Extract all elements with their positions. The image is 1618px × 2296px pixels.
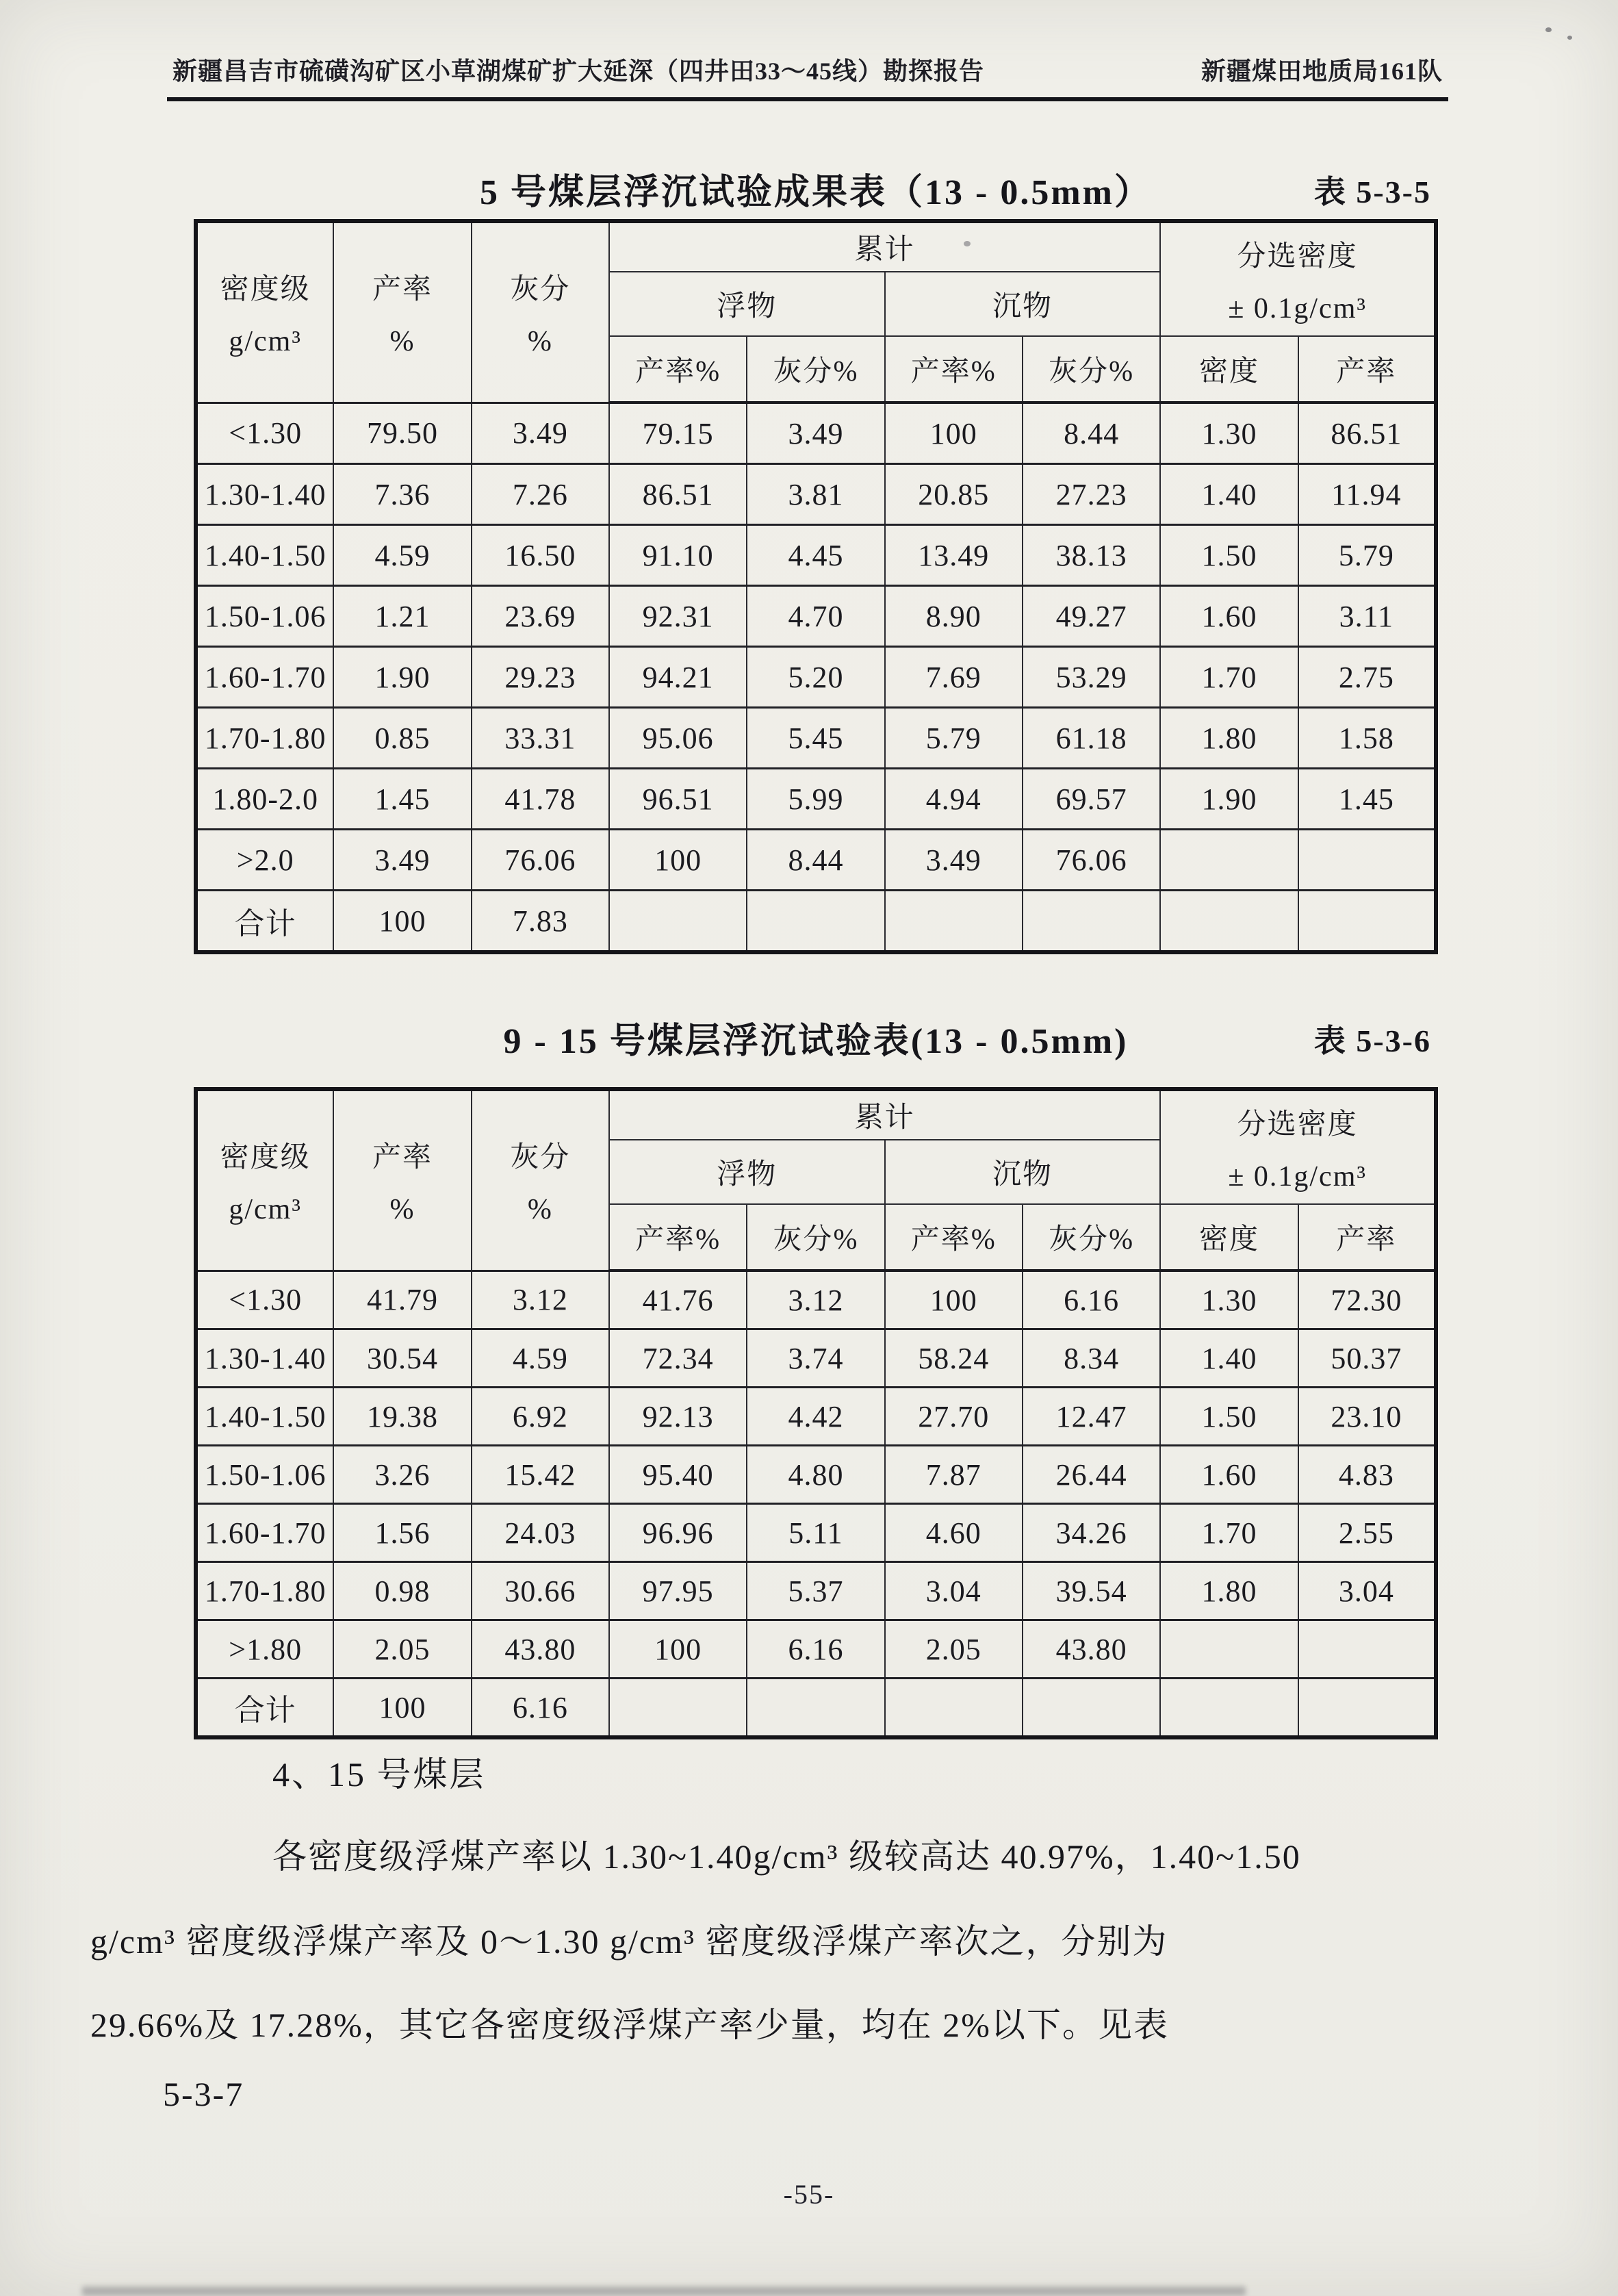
table-cell: 5.45 [747,708,884,769]
table-cell: 34.26 [1023,1504,1160,1562]
paragraph-line: 5-3-7 [163,2075,244,2113]
table-cell: 92.31 [609,586,747,647]
table-cell: 5.99 [747,769,884,830]
table-cell: 16.50 [472,525,609,586]
scan-smudge [82,2286,1246,2296]
table-row [196,464,1436,525]
table-cell: 30.66 [472,1562,609,1620]
table-cell: 12.47 [1023,1388,1160,1446]
table-cell: 3.12 [747,1271,884,1329]
table-cell: 5.11 [747,1504,884,1562]
table-row [196,525,1436,586]
table-cell: 1.60-1.70 [196,647,333,708]
col-header-density-class: 密度级 g/cm³ [196,221,333,403]
table-cell [1160,1679,1298,1738]
table-cell: 4.83 [1298,1446,1436,1504]
table-row [196,1620,1436,1679]
col-header-cumulative: 累计 [609,1089,1160,1140]
table-row [196,586,1436,647]
table-cell: <1.30 [196,1271,333,1329]
col-header-sink-ash: 灰分% [1023,1204,1160,1271]
table-cell: 6.16 [747,1620,884,1679]
col-header-ash: 灰分 % [472,221,609,403]
col-header-density-class: 密度级 g/cm³ [196,1089,333,1271]
table-cell: 4.70 [747,586,884,647]
table-cell: 7.83 [472,891,609,953]
paragraph-line: g/cm³ 密度级浮煤产率及 0～1.30 g/cm³ 密度级浮煤产率次之，分别为 [90,1922,1168,1961]
paragraph-line: 29.66%及 17.28%，其它各密度级浮煤产率少量，均在 2%以下。见表 [90,2006,1169,2044]
table-cell: 100 [333,891,471,953]
table-cell: 1.90 [333,647,471,708]
col-header-sep-density: 密度 [1160,336,1298,403]
table-cell: 72.30 [1298,1271,1436,1329]
table-cell: 1.45 [333,769,471,830]
table-cell: 43.80 [472,1620,609,1679]
scan-speck [1545,27,1552,32]
table-cell: 3.12 [472,1271,609,1329]
table-cell: 100 [885,1271,1023,1329]
table-row [196,769,1436,830]
table-cell: 1.60 [1160,1446,1298,1504]
float-sink-table-seam5 [194,219,1438,954]
table-cell: 1.70-1.80 [196,708,333,769]
table-cell [1160,891,1298,953]
report-title: 新疆昌吉市硫磺沟矿区小草湖煤矿扩大延深（四井田33～45线）勘探报告 [172,58,985,85]
table-cell: 79.50 [333,403,471,464]
table-cell: 97.95 [609,1562,747,1620]
table-cell: 2.55 [1298,1504,1436,1562]
table-cell [1298,891,1436,953]
table-cell: 8.34 [1023,1329,1160,1388]
table-row [196,1562,1436,1620]
table-cell: 7.26 [472,464,609,525]
table-cell: 1.80 [1160,708,1298,769]
table-cell: 49.27 [1023,586,1160,647]
table-cell: 2.05 [333,1620,471,1679]
table-2-body [196,1271,1436,1737]
table-cell: 3.49 [885,830,1023,891]
table-cell: 95.06 [609,708,747,769]
float-sink-table-seam9-15 [194,1087,1438,1739]
table-cell: 1.70 [1160,1504,1298,1562]
table-cell: 19.38 [333,1388,471,1446]
col-header-separation-density: 分选密度 ± 0.1g/cm³ [1160,221,1436,336]
col-header-sink: 沉物 [885,272,1161,336]
table-cell [1160,830,1298,891]
table-1-title-row [194,163,1438,211]
table-cell: 76.06 [472,830,609,891]
table-2-header [196,1089,1436,1271]
table-cell: 0.85 [333,708,471,769]
table-row [196,647,1436,708]
table-cell: 7.36 [333,464,471,525]
col-header-sink-yield: 产率% [885,1204,1023,1271]
table-cell: 2.75 [1298,647,1436,708]
table-cell: 11.94 [1298,464,1436,525]
table-cell [609,891,747,953]
table-cell: 96.51 [609,769,747,830]
table-cell: 7.69 [885,647,1023,708]
table-cell: 4.42 [747,1388,884,1446]
table-cell [1023,1679,1160,1738]
col-header-sink: 沉物 [885,1140,1161,1204]
table-cell [1023,891,1160,953]
section-heading: 4、15 号煤层 [272,1755,486,1794]
table-cell: 41.76 [609,1271,747,1329]
col-header-float: 浮物 [609,272,885,336]
table-cell: 4.94 [885,769,1023,830]
table-cell: 合计 [196,1679,333,1738]
col-header-yield: 产率 % [333,221,471,403]
table-cell: 43.80 [1023,1620,1160,1679]
table-cell: >1.80 [196,1620,333,1679]
table-1-number: 表 5-3-5 [1313,175,1431,209]
table-cell: 39.54 [1023,1562,1160,1620]
table-cell: 96.96 [609,1504,747,1562]
table-cell: 0.98 [333,1562,471,1620]
table-cell: 1.30 [1160,1271,1298,1329]
table-cell: 1.90 [1160,769,1298,830]
scan-speck [1567,36,1572,40]
table-cell: 1.50 [1160,525,1298,586]
table-cell: 13.49 [885,525,1023,586]
table-row [196,1446,1436,1504]
table-cell: 3.74 [747,1329,884,1388]
page-header [172,52,1443,87]
col-header-sink-yield: 产率% [885,336,1023,403]
table-cell: 5.20 [747,647,884,708]
table-cell: 61.18 [1023,708,1160,769]
table-cell: 1.80-2.0 [196,769,333,830]
table-cell: 30.54 [333,1329,471,1388]
table-cell [747,891,884,953]
table-cell: 1.21 [333,586,471,647]
table-cell: 100 [885,403,1023,464]
table-cell: 41.79 [333,1271,471,1329]
table-cell: 33.31 [472,708,609,769]
table-cell: >2.0 [196,830,333,891]
col-header-sep-density: 密度 [1160,1204,1298,1271]
col-header-float: 浮物 [609,1140,885,1204]
col-header-sink-ash: 灰分% [1023,336,1160,403]
table-cell: 92.13 [609,1388,747,1446]
table-cell: 1.70 [1160,647,1298,708]
table-cell: 1.58 [1298,708,1436,769]
table-1-body [196,403,1436,952]
table-cell: 4.59 [472,1329,609,1388]
table-cell: 20.85 [885,464,1023,525]
table-cell: 29.23 [472,647,609,708]
organization-name: 新疆煤田地质局161队 [1200,58,1443,85]
table-cell: 8.44 [747,830,884,891]
table-cell: 1.40 [1160,1329,1298,1388]
table-cell: 1.56 [333,1504,471,1562]
table-row [196,403,1436,464]
table-row [196,708,1436,769]
table-cell: 94.21 [609,647,747,708]
table-cell: 23.69 [472,586,609,647]
table-row [196,1271,1436,1329]
header-divider [167,97,1448,101]
table-cell: 8.90 [885,586,1023,647]
col-header-separation-density: 分选密度 ± 0.1g/cm³ [1160,1089,1436,1204]
table-row [196,891,1436,953]
table-cell [747,1679,884,1738]
table-row [196,1329,1436,1388]
table-cell [885,1679,1023,1738]
table-cell [1160,1620,1298,1679]
col-header-float-yield: 产率% [609,1204,747,1271]
table-cell: 69.57 [1023,769,1160,830]
col-header-float-yield: 产率% [609,336,747,403]
table-cell: 1.60 [1160,586,1298,647]
table-cell: 1.80 [1160,1562,1298,1620]
table-cell: 1.40 [1160,464,1298,525]
table-cell: 3.81 [747,464,884,525]
table-cell: 2.05 [885,1620,1023,1679]
table-cell: 100 [609,1620,747,1679]
table-1-title: 5 号煤层浮沉试验成果表（13 - 0.5mm） [480,173,1152,212]
table-cell: 15.42 [472,1446,609,1504]
col-header-sep-yield: 产率 [1298,1204,1436,1271]
table-cell: 26.44 [1023,1446,1160,1504]
table-cell: 5.79 [1298,525,1436,586]
table-cell: 38.13 [1023,525,1160,586]
table-cell: 3.49 [333,830,471,891]
table-cell: 1.60-1.70 [196,1504,333,1562]
table-row [196,830,1436,891]
table-cell: 3.11 [1298,586,1436,647]
table-cell: 1.40-1.50 [196,1388,333,1446]
table-cell: 100 [609,830,747,891]
table-cell [1298,1679,1436,1738]
page-number: -55- [783,2179,835,2210]
table-cell: 6.16 [1023,1271,1160,1329]
table-cell: 1.45 [1298,769,1436,830]
table-cell: 3.26 [333,1446,471,1504]
table-cell: 76.06 [1023,830,1160,891]
table-cell: 72.34 [609,1329,747,1388]
table-cell: 1.40-1.50 [196,525,333,586]
table-cell: 27.23 [1023,464,1160,525]
table-cell: 合计 [196,891,333,953]
table-cell: 4.80 [747,1446,884,1504]
table-cell [885,891,1023,953]
table-cell: 5.37 [747,1562,884,1620]
table-row [196,1388,1436,1446]
table-cell: 4.60 [885,1504,1023,1562]
table-cell: 4.45 [747,525,884,586]
table-cell: 1.50-1.06 [196,586,333,647]
table-cell: 6.16 [472,1679,609,1738]
table-cell: 3.49 [747,403,884,464]
table-cell: 5.79 [885,708,1023,769]
table-2-title-row [194,1012,1438,1060]
table-cell: 3.04 [1298,1562,1436,1620]
table-cell: 3.04 [885,1562,1023,1620]
table-cell: 3.49 [472,403,609,464]
table-cell: 23.10 [1298,1388,1436,1446]
table-cell: 1.50-1.06 [196,1446,333,1504]
col-header-ash: 灰分 % [472,1089,609,1271]
table-cell: 1.30-1.40 [196,464,333,525]
table-cell: 79.15 [609,403,747,464]
table-2-number: 表 5-3-6 [1313,1023,1431,1058]
table-cell: 91.10 [609,525,747,586]
table-cell: 7.87 [885,1446,1023,1504]
table-cell: 8.44 [1023,403,1160,464]
table-cell: 24.03 [472,1504,609,1562]
col-header-float-ash: 灰分% [747,1204,884,1271]
table-cell: 1.30-1.40 [196,1329,333,1388]
table-2-title: 9 - 15 号煤层浮沉试验表(13 - 0.5mm) [503,1022,1129,1061]
table-cell [1298,830,1436,891]
table-cell: 6.92 [472,1388,609,1446]
table-cell: 1.50 [1160,1388,1298,1446]
scan-speck [964,241,971,246]
table-cell: 4.59 [333,525,471,586]
table-cell: 50.37 [1298,1329,1436,1388]
col-header-float-ash: 灰分% [747,336,884,403]
table-cell: 58.24 [885,1329,1023,1388]
paragraph-line: 各密度级浮煤产率以 1.30~1.40g/cm³ 级较高达 40.97%，1.40~1.50 [272,1837,1301,1876]
table-cell: <1.30 [196,403,333,464]
table-cell: 41.78 [472,769,609,830]
col-header-cumulative: 累计 [609,221,1160,272]
table-cell: 86.51 [609,464,747,525]
table-cell [609,1679,747,1738]
table-cell: 1.70-1.80 [196,1562,333,1620]
col-header-yield: 产率 % [333,1089,471,1271]
col-header-sep-yield: 产率 [1298,336,1436,403]
table-cell: 86.51 [1298,403,1436,464]
table-row [196,1504,1436,1562]
table-cell: 27.70 [885,1388,1023,1446]
table-cell [1298,1620,1436,1679]
table-1-header [196,221,1436,403]
table-cell: 100 [333,1679,471,1738]
table-cell: 95.40 [609,1446,747,1504]
table-cell: 53.29 [1023,647,1160,708]
table-cell: 1.30 [1160,403,1298,464]
table-row [196,1679,1436,1738]
